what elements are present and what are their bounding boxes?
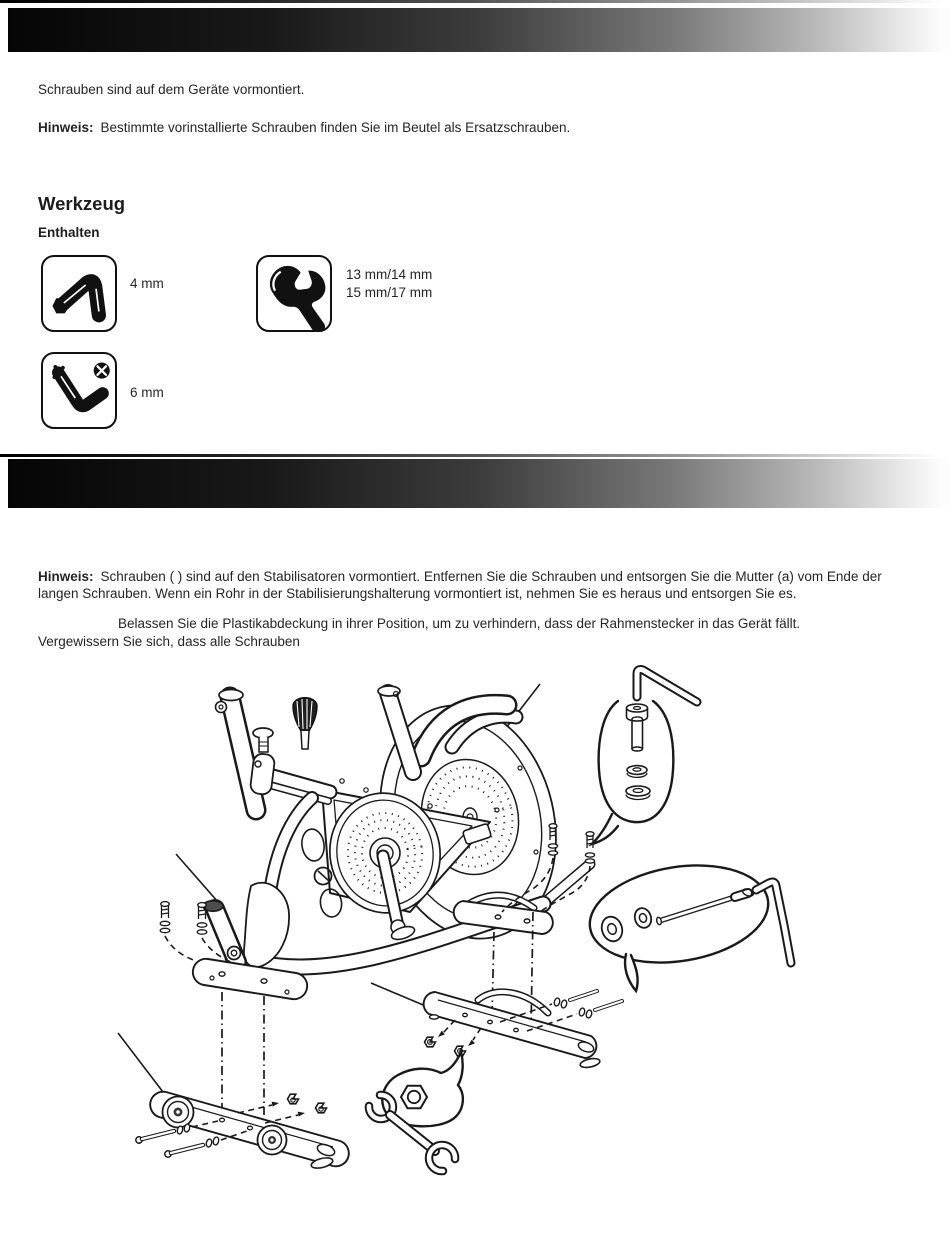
assembly-note-3: Vergewissern Sie sich, dass alle Schrauben [38,634,300,649]
assembly-diagram [0,640,950,1241]
tool-box-phillips [41,352,117,429]
callout-bubble-axle [583,853,775,991]
hex-key-1 [637,670,697,703]
rear-stabilizer [424,991,622,1069]
section-subtitle: Enthalten [38,225,100,240]
assembly-note-text: Schrauben ( ) sind auf den Stabilisatoren vormontiert. Entfernen Sie die Schrauben und entsorgen Sie die Mutter (a) vom Ende der langen Schrauben. Wenn ein Rohr in der Stabilisierungshalterung vormontiert ist, nehmen Sie es heraus und entsorgen Sie es. [38,569,882,601]
tool-label-6mm: 6 mm [130,385,164,400]
pop-pin [250,728,276,795]
transport-wheel [258,1126,287,1155]
header-bar-2 [8,459,950,508]
t-knob [293,698,317,749]
tool-label-15-17: 15 mm/17 mm [346,285,433,300]
header-bar-1 [8,8,950,52]
nut [401,1086,427,1109]
tool-label-13-14: 13 mm/14 mm [346,267,433,282]
note-text: Bestimmte vorinstallierte Schrauben finden Sie im Beutel als Ersatzschrauben. [100,120,571,135]
open-end-wrench-icon [258,257,330,330]
tool-label-4mm: 4 mm [130,276,164,291]
transport-wheel [163,1097,194,1128]
assembly-note-2: Belassen Sie die Plastikabdeckung in ihrer Position, um zu verhindern, dass der Rahmenstecker in das Gerät fällt. [118,616,801,631]
assembly-note-label: Hinweis: [38,569,94,584]
arrowhead [468,1040,475,1046]
handlebar-post [216,690,257,811]
nut [425,1037,436,1047]
hex-key-icon [43,257,115,330]
tool-box-wrench [256,255,332,332]
assembly-note [38,568,890,602]
front-fork [203,883,289,967]
leveler-foot [579,1057,600,1069]
intro-line: Schrauben sind auf dem Geräte vormontiert. [38,82,305,97]
top-hairline-gradient [0,0,950,3]
front-stabilizer [136,1092,349,1170]
arrowhead [272,1102,279,1107]
tool-box-hex-key [41,255,117,332]
mid-hairline-gradient [0,454,950,457]
intro-note [38,119,570,136]
arrowhead [298,1112,305,1117]
section-title: Werkzeug [38,193,126,214]
callout-bubble-bolt [592,701,673,844]
note-label: Hinweis: [38,120,94,135]
phillips-hex-key-icon [43,354,115,427]
